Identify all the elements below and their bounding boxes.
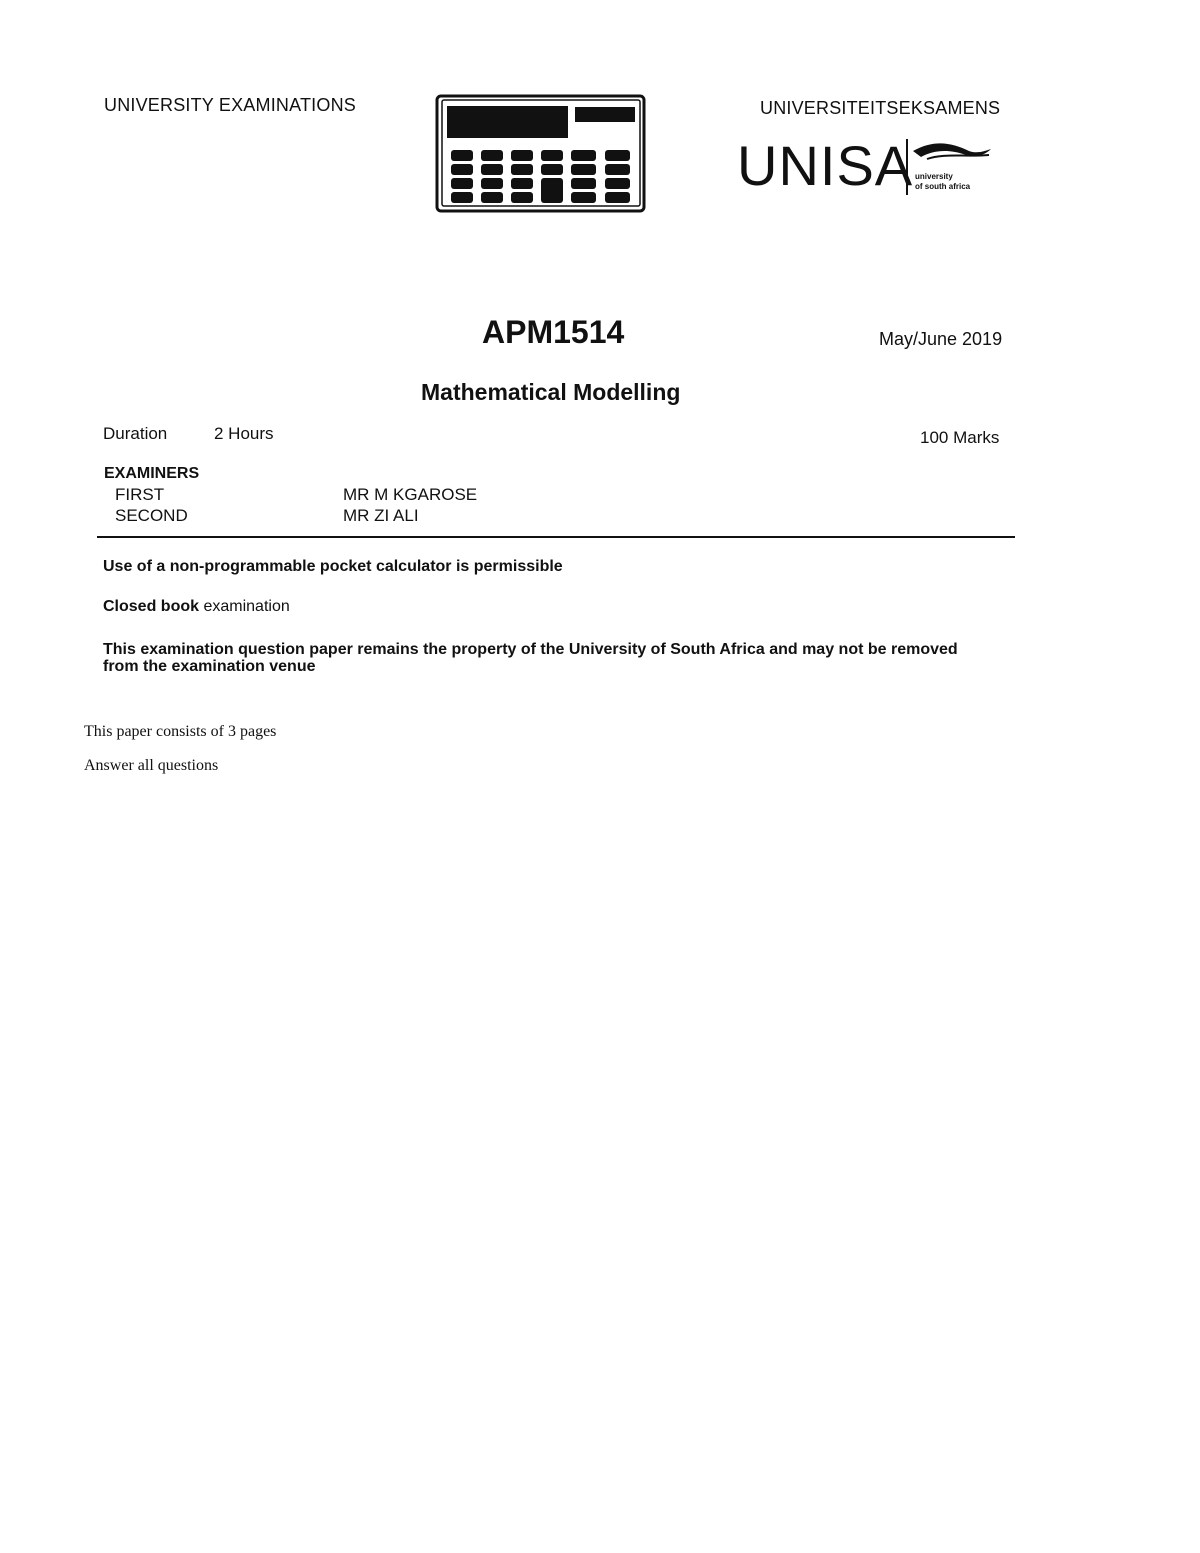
closed-book-bold: Closed book [103, 598, 200, 615]
second-examiner-name: MR ZI ALI [343, 506, 419, 525]
examiners-heading: EXAMINERS [104, 465, 200, 482]
property-notice: This examination question paper remains the property of the University of South Africa and may not be removed from the examination venue [103, 641, 958, 675]
second-examiner-label: SECOND [115, 506, 188, 525]
closed-book-rest: examination [199, 598, 290, 615]
logo-subtitle-line2: of south africa [915, 182, 971, 191]
logo-subtitle-line1: university [915, 172, 953, 181]
total-marks: 100 Marks [920, 428, 1000, 447]
header-left-text: UNIVERSITY EXAMINATIONS [104, 95, 356, 115]
page-count-note: This paper consists of 3 pages [84, 723, 277, 740]
divider [97, 536, 1015, 538]
logo-wordmark: UNISA [737, 134, 914, 197]
exam-date: May/June 2019 [879, 329, 1003, 349]
answer-instruction: Answer all questions [84, 757, 219, 774]
calculator-instruction: Use of a non-programmable pocket calculator is permissible [103, 558, 563, 575]
course-code: APM1514 [482, 314, 625, 350]
closed-book-instruction [103, 598, 290, 616]
course-title: Mathematical Modelling [421, 379, 681, 405]
duration-value: 2 Hours [214, 424, 274, 443]
calculator-icon [435, 94, 647, 219]
first-examiner-label: FIRST [115, 485, 165, 504]
header-right-text: UNIVERSITEITSEKSAMENS [760, 98, 1001, 118]
first-examiner-name: MR M KGAROSE [343, 485, 478, 504]
duration-label: Duration [103, 424, 168, 443]
